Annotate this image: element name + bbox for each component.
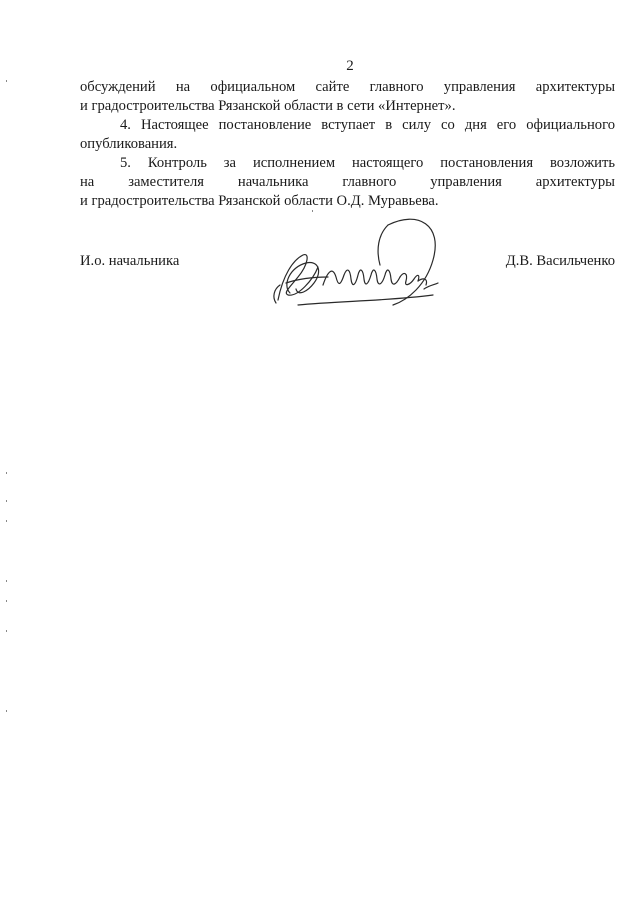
paragraph-line: опубликования. xyxy=(80,136,178,152)
paragraph-line: 4. Настоящее постановление вступает в силу со дня его официального xyxy=(120,117,615,133)
paragraph-4 xyxy=(80,116,615,154)
paragraph-line: и градостроительства Рязанской области в сети «Интернет». xyxy=(80,98,456,114)
paragraph-continuation xyxy=(80,78,615,116)
paragraph-line: на заместителя начальника главного управления архитектуры xyxy=(80,174,615,190)
paragraph-line: и градостроительства Рязанской области О.Д. Муравьева. xyxy=(80,193,439,209)
paragraph-5 xyxy=(80,154,615,211)
scan-speck xyxy=(6,600,7,602)
signatory-position: И.о. начальника xyxy=(80,253,180,269)
scan-speck xyxy=(6,520,7,522)
scan-speck xyxy=(6,580,7,582)
scan-speck xyxy=(6,630,7,632)
scan-speck xyxy=(6,80,7,82)
scan-speck xyxy=(6,710,7,712)
page-number: 2 xyxy=(346,58,354,74)
paragraph-line: 5. Контроль за исполнением настоящего постановления возложить xyxy=(120,155,615,171)
scan-speck xyxy=(6,500,7,502)
handwritten-signature xyxy=(268,205,458,340)
scan-speck xyxy=(6,472,7,474)
document-body xyxy=(80,78,615,211)
signatory-name: Д.В. Васильченко xyxy=(505,253,615,269)
paragraph-line: обсуждений на официальном сайте главного управления архитектуры xyxy=(80,79,615,95)
scan-speck xyxy=(312,210,313,212)
